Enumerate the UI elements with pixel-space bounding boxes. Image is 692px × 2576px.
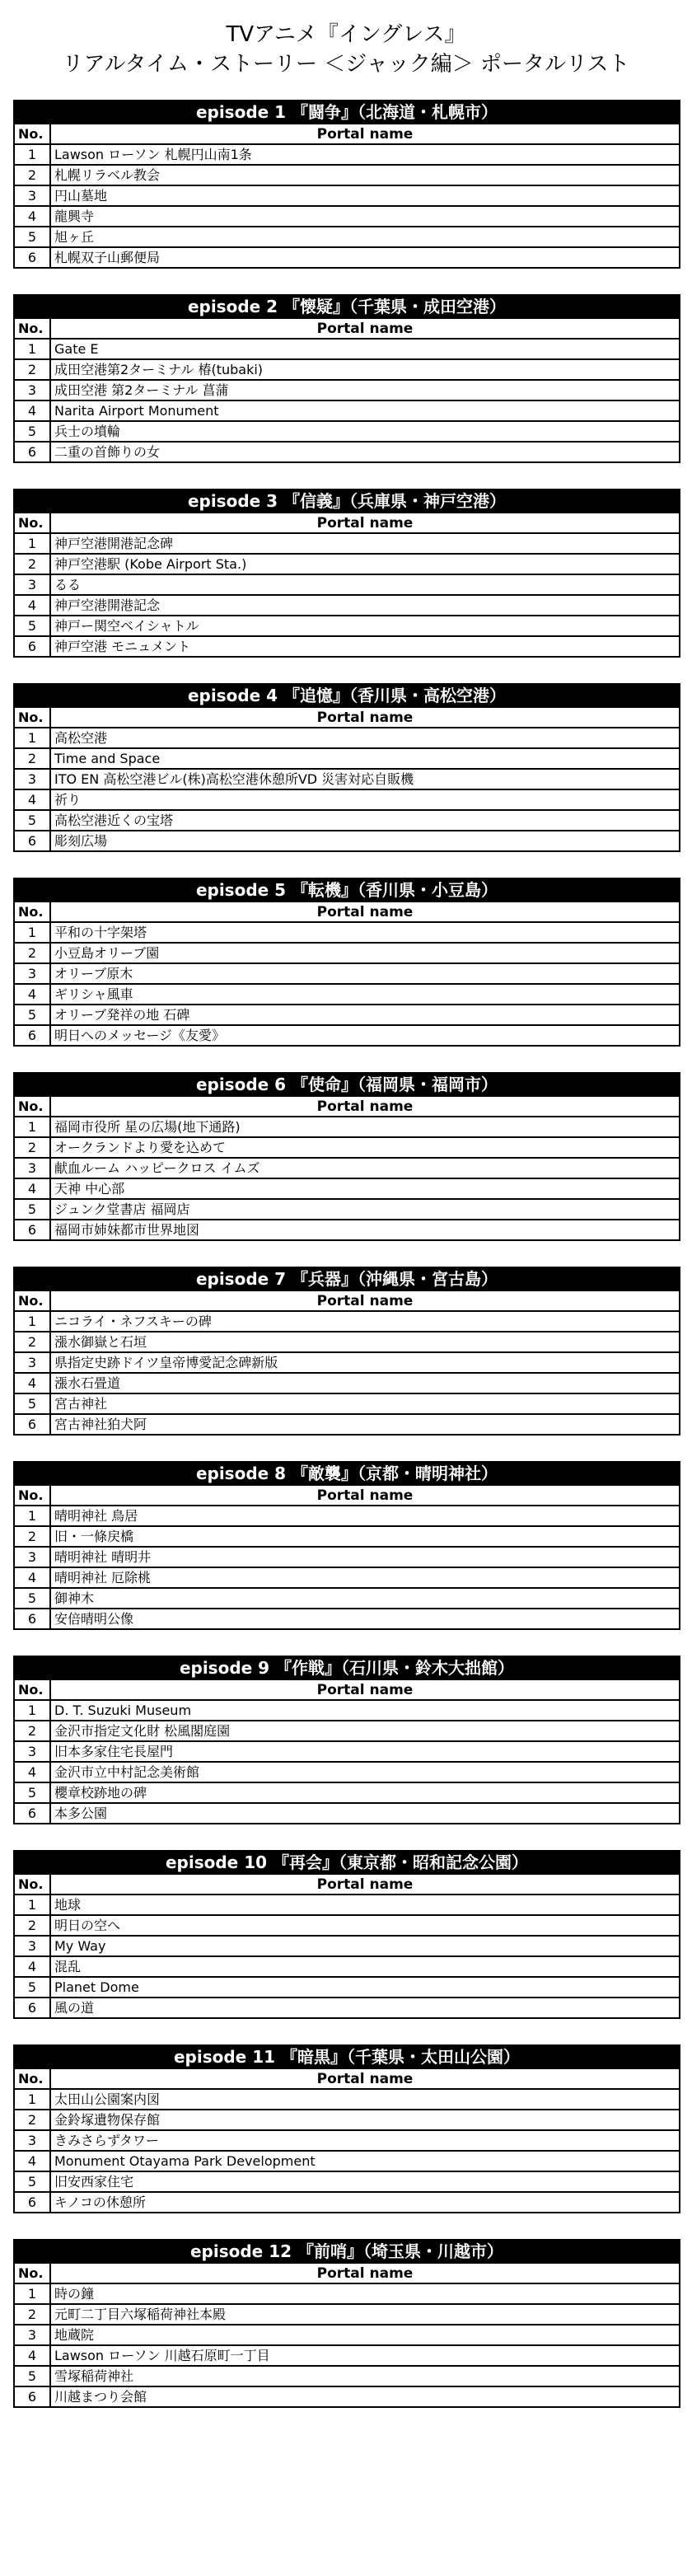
column-header-no: No. bbox=[14, 124, 50, 144]
table-row bbox=[14, 810, 680, 831]
table-row bbox=[14, 789, 680, 810]
portal-number: 2 bbox=[14, 359, 50, 380]
portal-number: 2 bbox=[14, 1721, 50, 1741]
table-row bbox=[14, 2110, 680, 2130]
column-header-no: No. bbox=[14, 1485, 50, 1506]
table-row bbox=[14, 442, 680, 462]
portal-name: 御神木 bbox=[50, 1588, 680, 1609]
column-header-no: No. bbox=[14, 1290, 50, 1311]
portal-number: 6 bbox=[14, 442, 50, 462]
episode-heading: episode 8 『敵襲』（京都・晴明神社） bbox=[14, 1462, 680, 1485]
table-row bbox=[14, 400, 680, 421]
portal-number: 6 bbox=[14, 2192, 50, 2213]
portal-number: 6 bbox=[14, 2386, 50, 2407]
column-header-no: No. bbox=[14, 707, 50, 728]
portal-name: 福岡市役所 星の広場(地下通路) bbox=[50, 1117, 680, 1137]
table-row bbox=[14, 554, 680, 574]
table-row bbox=[14, 2192, 680, 2213]
portal-number: 2 bbox=[14, 1137, 50, 1158]
portal-name: 平和の十字架塔 bbox=[50, 922, 680, 943]
table-row bbox=[14, 359, 680, 380]
portal-number: 3 bbox=[14, 1547, 50, 1567]
portal-number: 3 bbox=[14, 185, 50, 206]
portal-number: 3 bbox=[14, 1741, 50, 1762]
portal-name: 川越まつり会館 bbox=[50, 2386, 680, 2407]
episode-heading: episode 10 『再会』（東京都・昭和記念公園） bbox=[14, 1851, 680, 1874]
portal-number: 4 bbox=[14, 1762, 50, 1782]
episode-table bbox=[13, 294, 680, 463]
portal-number: 5 bbox=[14, 616, 50, 636]
episode-heading: episode 5 『転機』（香川県・小豆島） bbox=[14, 878, 680, 902]
portal-number: 4 bbox=[14, 789, 50, 810]
table-row bbox=[14, 1741, 680, 1762]
portal-number: 4 bbox=[14, 1178, 50, 1199]
portal-number: 1 bbox=[14, 144, 50, 165]
portal-number: 3 bbox=[14, 574, 50, 595]
table-row bbox=[14, 831, 680, 851]
portal-name: 宮古神社狛犬阿 bbox=[50, 1414, 680, 1435]
table-row bbox=[14, 339, 680, 359]
portal-name: 晴明神社 厄除桃 bbox=[50, 1567, 680, 1588]
column-header-portal-name: Portal name bbox=[50, 1485, 680, 1506]
portal-number: 1 bbox=[14, 1311, 50, 1332]
portal-name: 神戸ー関空ベイシャトル bbox=[50, 616, 680, 636]
portal-name: 天神 中心部 bbox=[50, 1178, 680, 1199]
column-header-portal-name: Portal name bbox=[50, 1290, 680, 1311]
table-row bbox=[14, 206, 680, 227]
table-row bbox=[14, 1199, 680, 1220]
portal-name: 神戸空港開港記念 bbox=[50, 595, 680, 616]
portal-number: 1 bbox=[14, 922, 50, 943]
portal-number: 5 bbox=[14, 810, 50, 831]
portal-number: 6 bbox=[14, 1025, 50, 1046]
portal-number: 5 bbox=[14, 1005, 50, 1025]
portal-name: ニコライ・ネフスキーの碑 bbox=[50, 1311, 680, 1332]
portal-number: 4 bbox=[14, 2151, 50, 2171]
episode-table bbox=[13, 1072, 680, 1241]
portal-number: 1 bbox=[14, 1506, 50, 1526]
portal-name: 地蔵院 bbox=[50, 2325, 680, 2345]
portal-number: 2 bbox=[14, 1526, 50, 1547]
table-row bbox=[14, 748, 680, 769]
column-header-no: No. bbox=[14, 1679, 50, 1700]
table-row bbox=[14, 2345, 680, 2366]
portal-name: D. T. Suzuki Museum bbox=[50, 1700, 680, 1721]
portal-number: 1 bbox=[14, 533, 50, 554]
portal-number: 1 bbox=[14, 339, 50, 359]
table-row bbox=[14, 144, 680, 165]
portal-number: 3 bbox=[14, 2130, 50, 2151]
portal-name: 小豆島オリーブ園 bbox=[50, 943, 680, 963]
portal-number: 1 bbox=[14, 1700, 50, 1721]
portal-number: 5 bbox=[14, 2171, 50, 2192]
portal-name: 宮古神社 bbox=[50, 1393, 680, 1414]
column-header-portal-name: Portal name bbox=[50, 902, 680, 922]
portal-number: 2 bbox=[14, 1915, 50, 1936]
table-row bbox=[14, 1998, 680, 2018]
table-row bbox=[14, 2304, 680, 2325]
portal-name: Monument Otayama Park Development bbox=[50, 2151, 680, 2171]
portal-number: 4 bbox=[14, 1956, 50, 1977]
table-row bbox=[14, 185, 680, 206]
column-header-portal-name: Portal name bbox=[50, 2068, 680, 2089]
table-row bbox=[14, 227, 680, 247]
portal-name: 混乱 bbox=[50, 1956, 680, 1977]
column-header-portal-name: Portal name bbox=[50, 1679, 680, 1700]
episode-heading: episode 1 『闘争』（北海道・札幌市） bbox=[14, 101, 680, 124]
portal-name: 安倍晴明公像 bbox=[50, 1609, 680, 1629]
episode-table bbox=[13, 683, 680, 852]
portal-number: 3 bbox=[14, 1352, 50, 1373]
portal-number: 1 bbox=[14, 1895, 50, 1915]
episode-table bbox=[13, 1267, 680, 1436]
portal-name: るる bbox=[50, 574, 680, 595]
portal-name: 明日へのメッセージ《友愛》 bbox=[50, 1025, 680, 1046]
portal-name: 櫻章校跡地の碑 bbox=[50, 1782, 680, 1803]
portal-number: 3 bbox=[14, 963, 50, 984]
portal-number: 2 bbox=[14, 943, 50, 963]
portal-name: My Way bbox=[50, 1936, 680, 1956]
document-title bbox=[0, 0, 692, 87]
episode-heading: episode 7 『兵器』（沖縄県・宮古島） bbox=[14, 1267, 680, 1290]
table-row bbox=[14, 1782, 680, 1803]
portal-number: 5 bbox=[14, 2366, 50, 2386]
episode-table bbox=[13, 2044, 680, 2213]
portal-name: 漲水御嶽と石垣 bbox=[50, 1332, 680, 1352]
portal-name: Gate E bbox=[50, 339, 680, 359]
episode-table bbox=[13, 1461, 680, 1630]
table-row bbox=[14, 1393, 680, 1414]
portal-number: 2 bbox=[14, 748, 50, 769]
portal-name: 元町二丁目六塚稲荷神社本殿 bbox=[50, 2304, 680, 2325]
portal-name: 二重の首飾りの女 bbox=[50, 442, 680, 462]
portal-name: 札幌リラベル教会 bbox=[50, 165, 680, 185]
portal-name: 明日の空へ bbox=[50, 1915, 680, 1936]
column-header-no: No. bbox=[14, 513, 50, 533]
column-header-no: No. bbox=[14, 2263, 50, 2283]
title-line-1: TVアニメ『イングレス』 bbox=[226, 22, 466, 47]
portal-name: 晴明神社 鳥居 bbox=[50, 1506, 680, 1526]
portal-name: 神戸空港 モニュメント bbox=[50, 636, 680, 657]
table-row bbox=[14, 1956, 680, 1977]
table-row bbox=[14, 2366, 680, 2386]
column-header-portal-name: Portal name bbox=[50, 1096, 680, 1117]
portal-number: 2 bbox=[14, 2304, 50, 2325]
episode-list bbox=[13, 100, 680, 2408]
table-row bbox=[14, 1588, 680, 1609]
table-row bbox=[14, 1762, 680, 1782]
portal-number: 6 bbox=[14, 831, 50, 851]
table-row bbox=[14, 1936, 680, 1956]
portal-name: ジュンク堂書店 福岡店 bbox=[50, 1199, 680, 1220]
episode-heading: episode 2 『懐疑』（千葉県・成田空港） bbox=[14, 295, 680, 318]
column-header-portal-name: Portal name bbox=[50, 513, 680, 533]
portal-name: 漲水石畳道 bbox=[50, 1373, 680, 1393]
portal-number: 3 bbox=[14, 380, 50, 400]
table-row bbox=[14, 1506, 680, 1526]
portal-name: 地球 bbox=[50, 1895, 680, 1915]
episode-table bbox=[13, 489, 680, 658]
table-row bbox=[14, 984, 680, 1005]
portal-name: キノコの休憩所 bbox=[50, 2192, 680, 2213]
table-row bbox=[14, 1803, 680, 1824]
portal-number: 5 bbox=[14, 1393, 50, 1414]
portal-name: 成田空港 第2ターミナル 菖蒲 bbox=[50, 380, 680, 400]
portal-number: 5 bbox=[14, 1782, 50, 1803]
column-header-no: No. bbox=[14, 902, 50, 922]
table-row bbox=[14, 595, 680, 616]
episode-heading: episode 9 『作戦』（石川県・鈴木大拙館） bbox=[14, 1656, 680, 1679]
episode-table bbox=[13, 878, 680, 1047]
portal-name: Planet Dome bbox=[50, 1977, 680, 1998]
table-row bbox=[14, 616, 680, 636]
table-row bbox=[14, 1158, 680, 1178]
table-row bbox=[14, 1526, 680, 1547]
column-header-portal-name: Portal name bbox=[50, 124, 680, 144]
portal-number: 1 bbox=[14, 2283, 50, 2304]
column-header-no: No. bbox=[14, 318, 50, 339]
table-row bbox=[14, 922, 680, 943]
portal-name: 雪塚稲荷神社 bbox=[50, 2366, 680, 2386]
portal-name: 金沢市指定文化財 松風閣庭園 bbox=[50, 1721, 680, 1741]
portal-name: 成田空港第2ターミナル 椿(tubaki) bbox=[50, 359, 680, 380]
table-row bbox=[14, 1977, 680, 1998]
portal-name: 福岡市姉妹都市世界地図 bbox=[50, 1220, 680, 1240]
portal-name: 太田山公園案内図 bbox=[50, 2089, 680, 2110]
table-row bbox=[14, 1005, 680, 1025]
table-row bbox=[14, 728, 680, 748]
portal-number: 6 bbox=[14, 1220, 50, 1240]
table-row bbox=[14, 421, 680, 442]
portal-number: 2 bbox=[14, 2110, 50, 2130]
portal-name: 献血ルーム ハッピークロス イムズ bbox=[50, 1158, 680, 1178]
table-row bbox=[14, 1352, 680, 1373]
table-row bbox=[14, 1332, 680, 1352]
portal-number: 6 bbox=[14, 1803, 50, 1824]
table-row bbox=[14, 2386, 680, 2407]
table-row bbox=[14, 1609, 680, 1629]
portal-name: 旭ヶ丘 bbox=[50, 227, 680, 247]
table-row bbox=[14, 2089, 680, 2110]
portal-number: 5 bbox=[14, 227, 50, 247]
table-row bbox=[14, 963, 680, 984]
portal-number: 1 bbox=[14, 728, 50, 748]
portal-number: 4 bbox=[14, 1567, 50, 1588]
table-row bbox=[14, 1567, 680, 1588]
portal-name: 札幌双子山郵便局 bbox=[50, 247, 680, 268]
table-row bbox=[14, 1700, 680, 1721]
table-row bbox=[14, 2130, 680, 2151]
portal-name: Lawson ローソン 川越石原町一丁目 bbox=[50, 2345, 680, 2366]
portal-number: 6 bbox=[14, 1414, 50, 1435]
title-line-2: リアルタイム・ストーリー ＜ジャック編＞ ポータルリスト bbox=[62, 52, 630, 77]
episode-table bbox=[13, 100, 680, 269]
table-row bbox=[14, 2325, 680, 2345]
portal-name: 金鈴塚遺物保存館 bbox=[50, 2110, 680, 2130]
portal-number: 5 bbox=[14, 1977, 50, 1998]
portal-name: 高松空港 bbox=[50, 728, 680, 748]
portal-name: 兵士の墳輪 bbox=[50, 421, 680, 442]
portal-name: オリーブ原木 bbox=[50, 963, 680, 984]
portal-number: 2 bbox=[14, 1332, 50, 1352]
portal-name: 県指定史跡ドイツ皇帝博愛記念碑新版 bbox=[50, 1352, 680, 1373]
portal-name: 本多公園 bbox=[50, 1803, 680, 1824]
episode-heading: episode 3 『信義』（兵庫県・神戸空港） bbox=[14, 489, 680, 513]
table-row bbox=[14, 769, 680, 789]
column-header-no: No. bbox=[14, 1874, 50, 1895]
portal-number: 5 bbox=[14, 1199, 50, 1220]
portal-name: Narita Airport Monument bbox=[50, 400, 680, 421]
table-row bbox=[14, 1895, 680, 1915]
table-row bbox=[14, 574, 680, 595]
portal-number: 2 bbox=[14, 165, 50, 185]
table-row bbox=[14, 165, 680, 185]
portal-number: 3 bbox=[14, 2325, 50, 2345]
episode-heading: episode 4 『追憶』（香川県・高松空港） bbox=[14, 684, 680, 707]
column-header-portal-name: Portal name bbox=[50, 707, 680, 728]
portal-number: 6 bbox=[14, 636, 50, 657]
episode-heading: episode 6 『使命』（福岡県・福岡市） bbox=[14, 1073, 680, 1096]
table-row bbox=[14, 1721, 680, 1741]
portal-number: 3 bbox=[14, 1936, 50, 1956]
portal-name: 祈り bbox=[50, 789, 680, 810]
portal-name: 旧安西家住宅 bbox=[50, 2171, 680, 2192]
table-row bbox=[14, 2283, 680, 2304]
table-row bbox=[14, 636, 680, 657]
portal-name: きみさらずタワー bbox=[50, 2130, 680, 2151]
portal-number: 1 bbox=[14, 1117, 50, 1137]
portal-number: 4 bbox=[14, 595, 50, 616]
portal-number: 5 bbox=[14, 421, 50, 442]
table-row bbox=[14, 1915, 680, 1936]
column-header-portal-name: Portal name bbox=[50, 1874, 680, 1895]
table-row bbox=[14, 533, 680, 554]
portal-number: 6 bbox=[14, 1609, 50, 1629]
column-header-portal-name: Portal name bbox=[50, 318, 680, 339]
portal-number: 4 bbox=[14, 2345, 50, 2366]
episode-table bbox=[13, 1850, 680, 2019]
episode-heading: episode 11 『暗黒』（千葉県・太田山公園） bbox=[14, 2045, 680, 2068]
portal-name: 高松空港近くの宝塔 bbox=[50, 810, 680, 831]
portal-name: オークランドより愛を込めて bbox=[50, 1137, 680, 1158]
table-row bbox=[14, 1311, 680, 1332]
portal-name: 風の道 bbox=[50, 1998, 680, 2018]
table-row bbox=[14, 247, 680, 268]
portal-name: Lawson ローソン 札幌円山南1条 bbox=[50, 144, 680, 165]
table-row bbox=[14, 943, 680, 963]
portal-number: 5 bbox=[14, 1588, 50, 1609]
portal-name: 時の鐘 bbox=[50, 2283, 680, 2304]
table-row bbox=[14, 1025, 680, 1046]
portal-name: 旧本多家住宅長屋門 bbox=[50, 1741, 680, 1762]
portal-name: 晴明神社 晴明井 bbox=[50, 1547, 680, 1567]
table-row bbox=[14, 1414, 680, 1435]
table-row bbox=[14, 1117, 680, 1137]
portal-number: 6 bbox=[14, 1998, 50, 2018]
table-row bbox=[14, 1547, 680, 1567]
portal-number: 6 bbox=[14, 247, 50, 268]
table-row bbox=[14, 380, 680, 400]
column-header-no: No. bbox=[14, 2068, 50, 2089]
table-row bbox=[14, 1137, 680, 1158]
portal-number: 4 bbox=[14, 206, 50, 227]
portal-name: 神戸空港駅 (Kobe Airport Sta.) bbox=[50, 554, 680, 574]
portal-name: オリーブ発祥の地 石碑 bbox=[50, 1005, 680, 1025]
portal-number: 4 bbox=[14, 400, 50, 421]
table-row bbox=[14, 1373, 680, 1393]
column-header-no: No. bbox=[14, 1096, 50, 1117]
portal-name: 龍興寺 bbox=[50, 206, 680, 227]
portal-number: 4 bbox=[14, 1373, 50, 1393]
episode-heading: episode 12 『前哨』（埼玉県・川越市） bbox=[14, 2240, 680, 2263]
table-row bbox=[14, 2171, 680, 2192]
portal-name: ギリシャ風車 bbox=[50, 984, 680, 1005]
portal-number: 4 bbox=[14, 984, 50, 1005]
portal-name: ITO EN 高松空港ビル(株)高松空港休憩所VD 災害対応自販機 bbox=[50, 769, 680, 789]
table-row bbox=[14, 2151, 680, 2171]
column-header-portal-name: Portal name bbox=[50, 2263, 680, 2283]
portal-name: 円山墓地 bbox=[50, 185, 680, 206]
portal-name: 彫刻広場 bbox=[50, 831, 680, 851]
portal-name: 旧・一條戻橋 bbox=[50, 1526, 680, 1547]
portal-number: 2 bbox=[14, 554, 50, 574]
portal-name: 神戸空港開港記念碑 bbox=[50, 533, 680, 554]
portal-name: Time and Space bbox=[50, 748, 680, 769]
portal-number: 3 bbox=[14, 1158, 50, 1178]
episode-table bbox=[13, 2239, 680, 2408]
portal-number: 1 bbox=[14, 2089, 50, 2110]
table-row bbox=[14, 1178, 680, 1199]
table-row bbox=[14, 1220, 680, 1240]
portal-number: 3 bbox=[14, 769, 50, 789]
portal-name: 金沢市立中村記念美術館 bbox=[50, 1762, 680, 1782]
episode-table bbox=[13, 1656, 680, 1824]
